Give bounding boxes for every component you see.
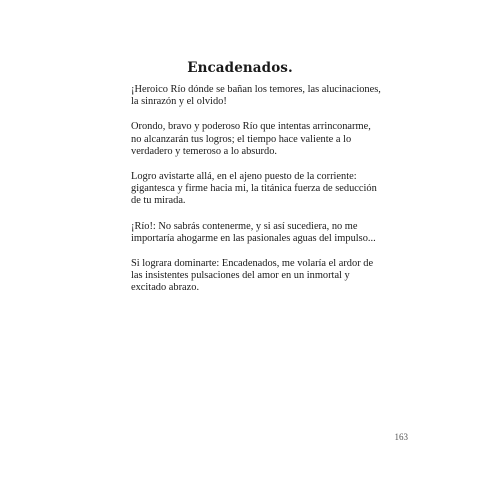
stanza-5: Si lograra dominarte: Encadenados, me volaría el ardor de las insistentes pulsaciones del amor en un inmortal y excitado abrazo.	[131, 258, 374, 294]
stanza-2: Orondo, bravo y poderoso Río que intentas arrinconarme, no alcanzarán tus logros; el tiempo hace valiente a lo verdadero y temeroso a lo absurdo.	[131, 121, 371, 157]
page-number: 163	[394, 432, 408, 442]
stanza-1: ¡Heroico Río dónde se bañan los temores, las alucinaciones, la sinrazón y el olvido!	[131, 84, 381, 108]
poem-body	[131, 84, 381, 308]
stanza-4: ¡Río!: No sabrás contenerme, y si así sucediera, no me importaría ahogarme en las pasionales aguas del impulso...	[131, 220, 376, 244]
stanza-3: Logro avistarte allá, en el ajeno puesto de la corriente: gigantesca y firme hacia mi, la titánica fuerza de seducción de tu mirada.	[131, 171, 377, 207]
poem-title: Encadenados.	[187, 60, 293, 76]
